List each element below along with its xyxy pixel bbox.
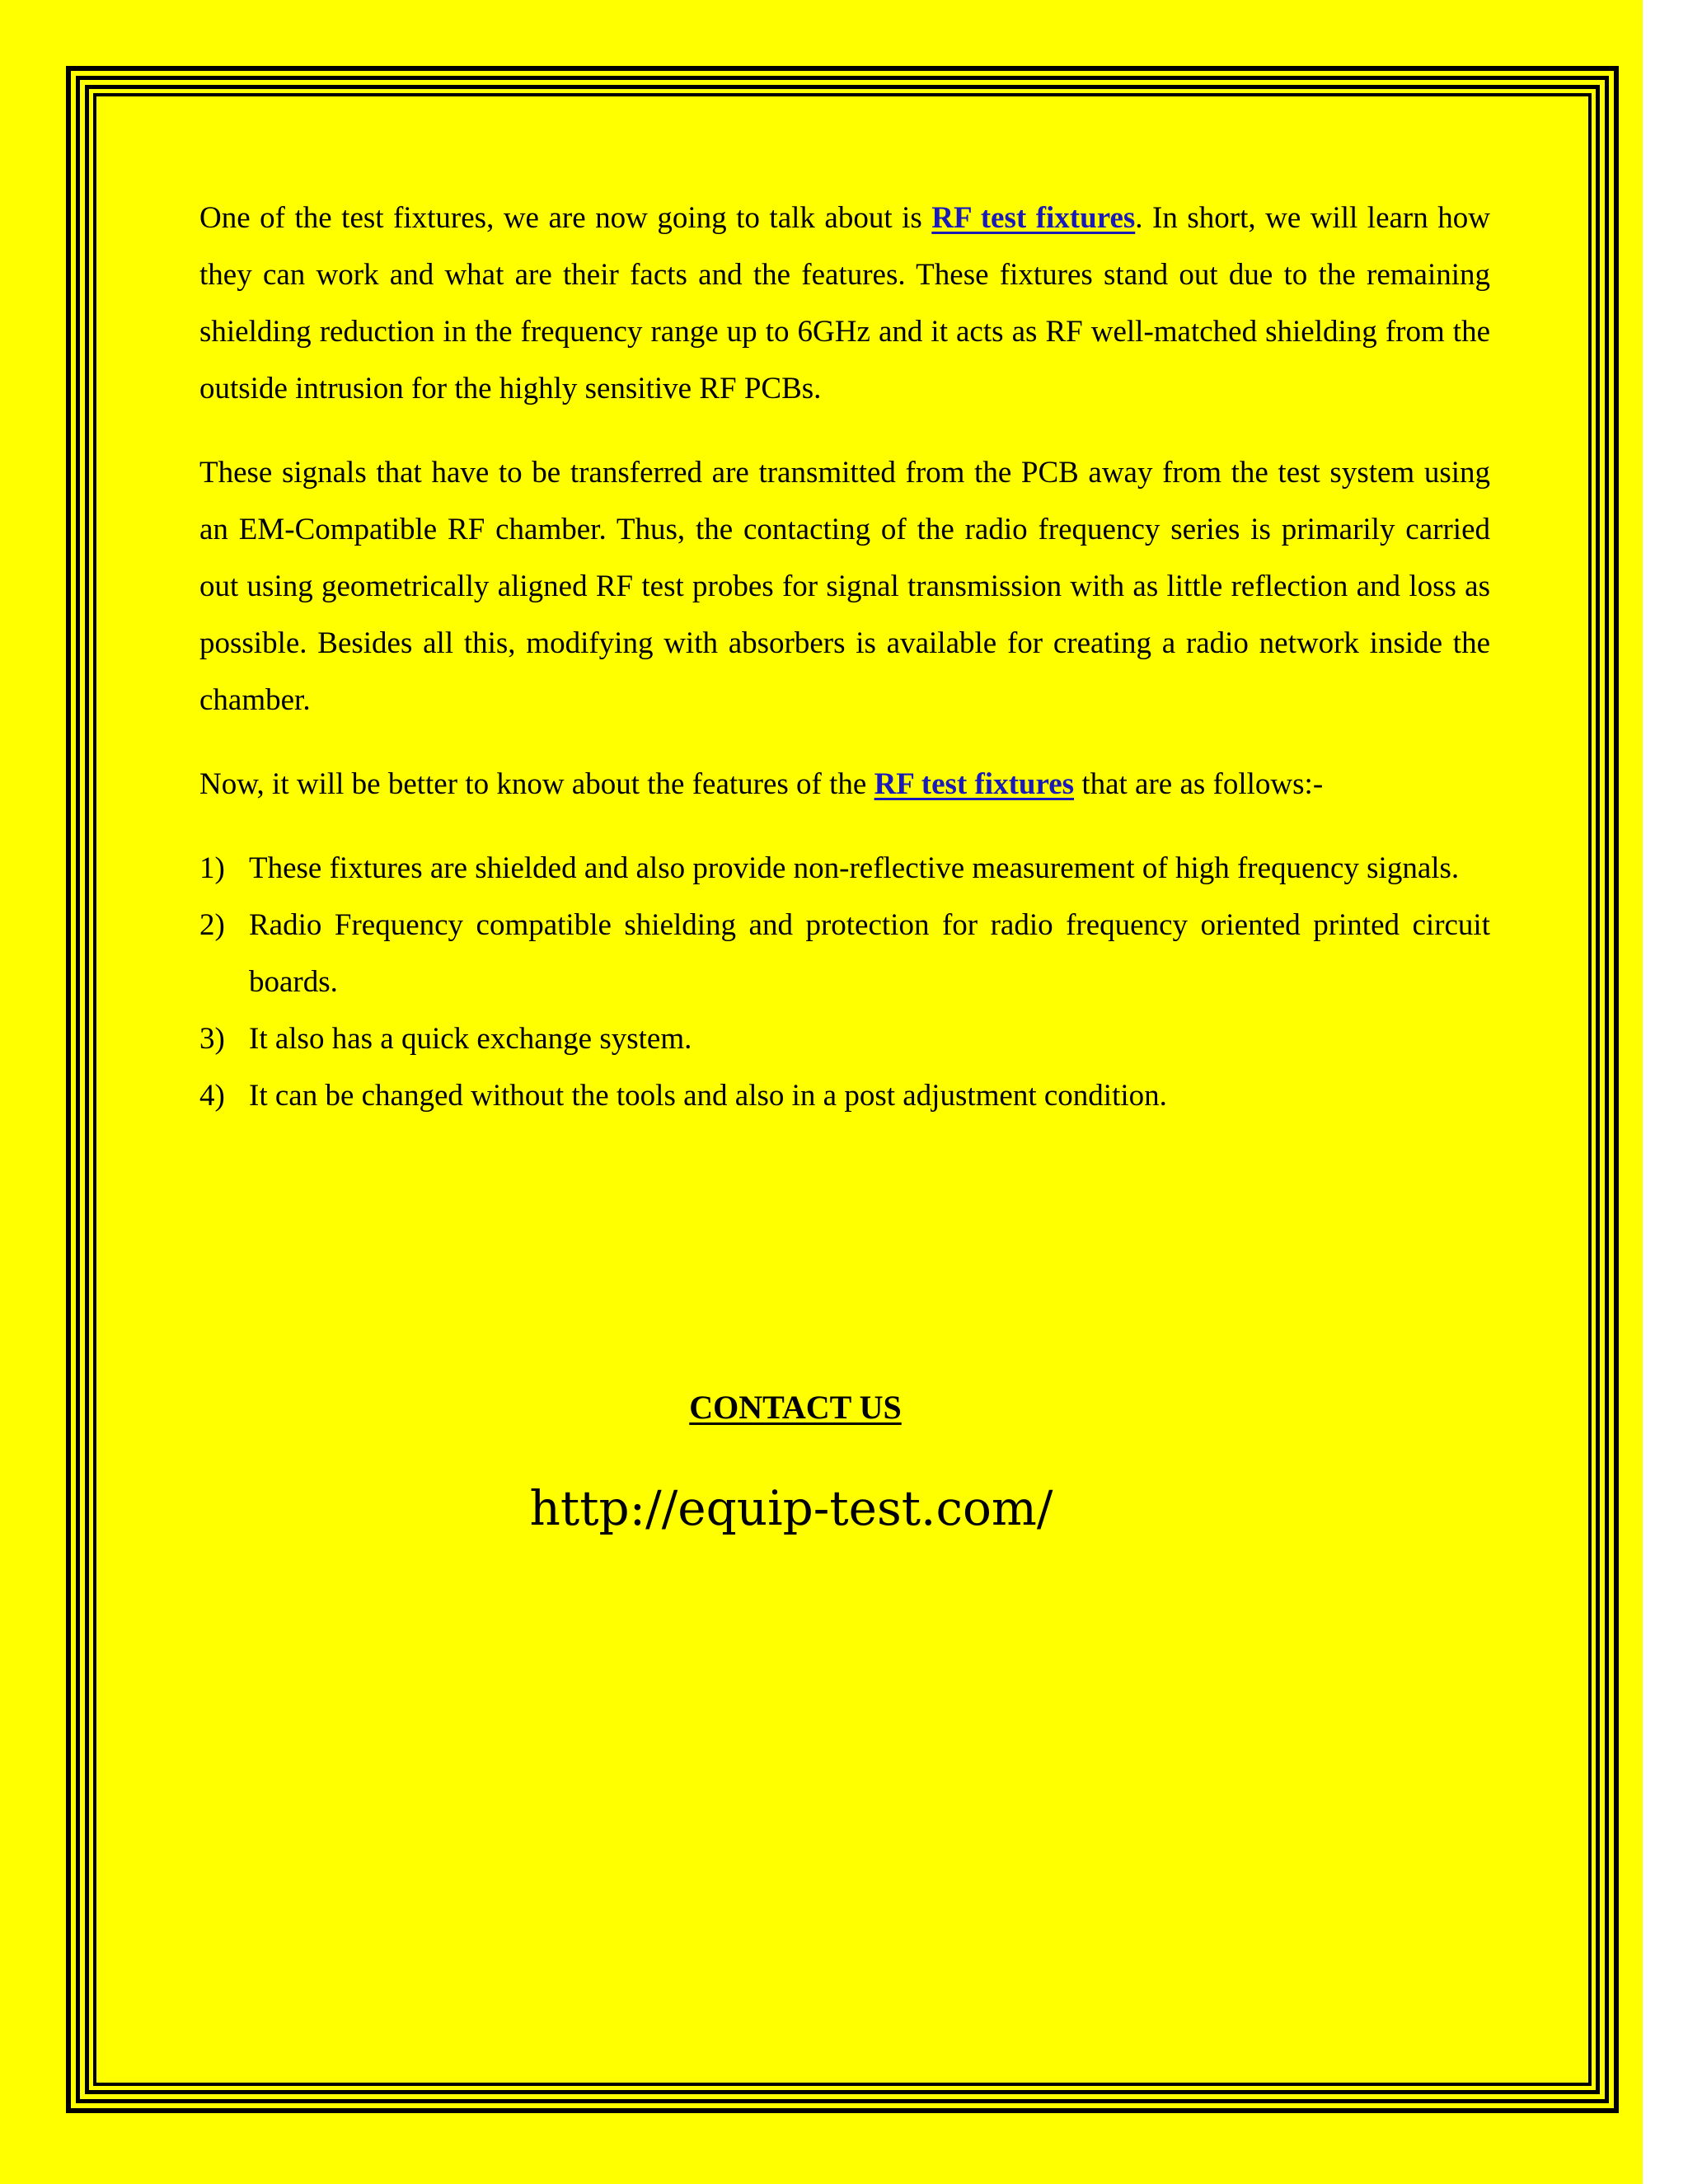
list-item — [199, 897, 1490, 1010]
rf-test-fixtures-link-2[interactable]: RF test fixtures — [874, 767, 1075, 801]
features-intro-after: that are as follows:- — [1074, 767, 1324, 801]
list-item-text: It can be changed without the tools and also in a post adjustment condition. — [249, 1079, 1167, 1113]
intro-text-after: . In short, we will learn how they can work and what are their facts and the features. These fixtures stand out due to the remaining shielding reduction in the frequency range up to 6GHz and it acts as RF well-matched shielding from the outside intrusion for the highly sensitive RF PCBs. — [199, 201, 1490, 405]
list-item-text: It also has a quick exchange system. — [249, 1022, 692, 1056]
list-item-number: 1) — [199, 851, 225, 885]
document-body — [199, 190, 1490, 1124]
contact-url[interactable]: http://equip-test.com/ — [529, 1480, 1053, 1536]
list-item-number: 3) — [199, 1022, 225, 1056]
list-item-number: 2) — [199, 908, 225, 942]
intro-paragraph — [199, 190, 1490, 417]
rf-test-fixtures-link[interactable]: RF test fixtures — [931, 201, 1136, 235]
list-item-text: Radio Frequency compatible shielding and protection for radio frequency oriented printed circuit boards. — [249, 908, 1490, 999]
intro-text-before: One of the test fixtures, we are now going to talk about is — [199, 201, 932, 235]
list-item — [199, 1067, 1490, 1124]
features-list — [199, 840, 1490, 1124]
list-item-number: 4) — [199, 1079, 225, 1113]
contact-us-heading: CONTACT US — [689, 1389, 902, 1426]
features-intro-before: Now, it will be better to know about the features of the — [199, 767, 874, 801]
features-intro-paragraph — [199, 756, 1490, 813]
list-item-text: These fixtures are shielded and also provide non-reflective measurement of high frequency signals. — [249, 851, 1460, 885]
list-item — [199, 1010, 1490, 1067]
signals-paragraph: These signals that have to be transferred are transmitted from the PCB away from the test system using an EM-Compatible RF chamber. Thus, the contacting of the radio frequency series is primarily carried out using geometrically aligned RF test probes for signal transmission with as little reflection and loss as possible. Besides all this, modifying with absorbers is available for creating a radio network inside the chamber. — [199, 456, 1490, 717]
list-item — [199, 840, 1490, 897]
